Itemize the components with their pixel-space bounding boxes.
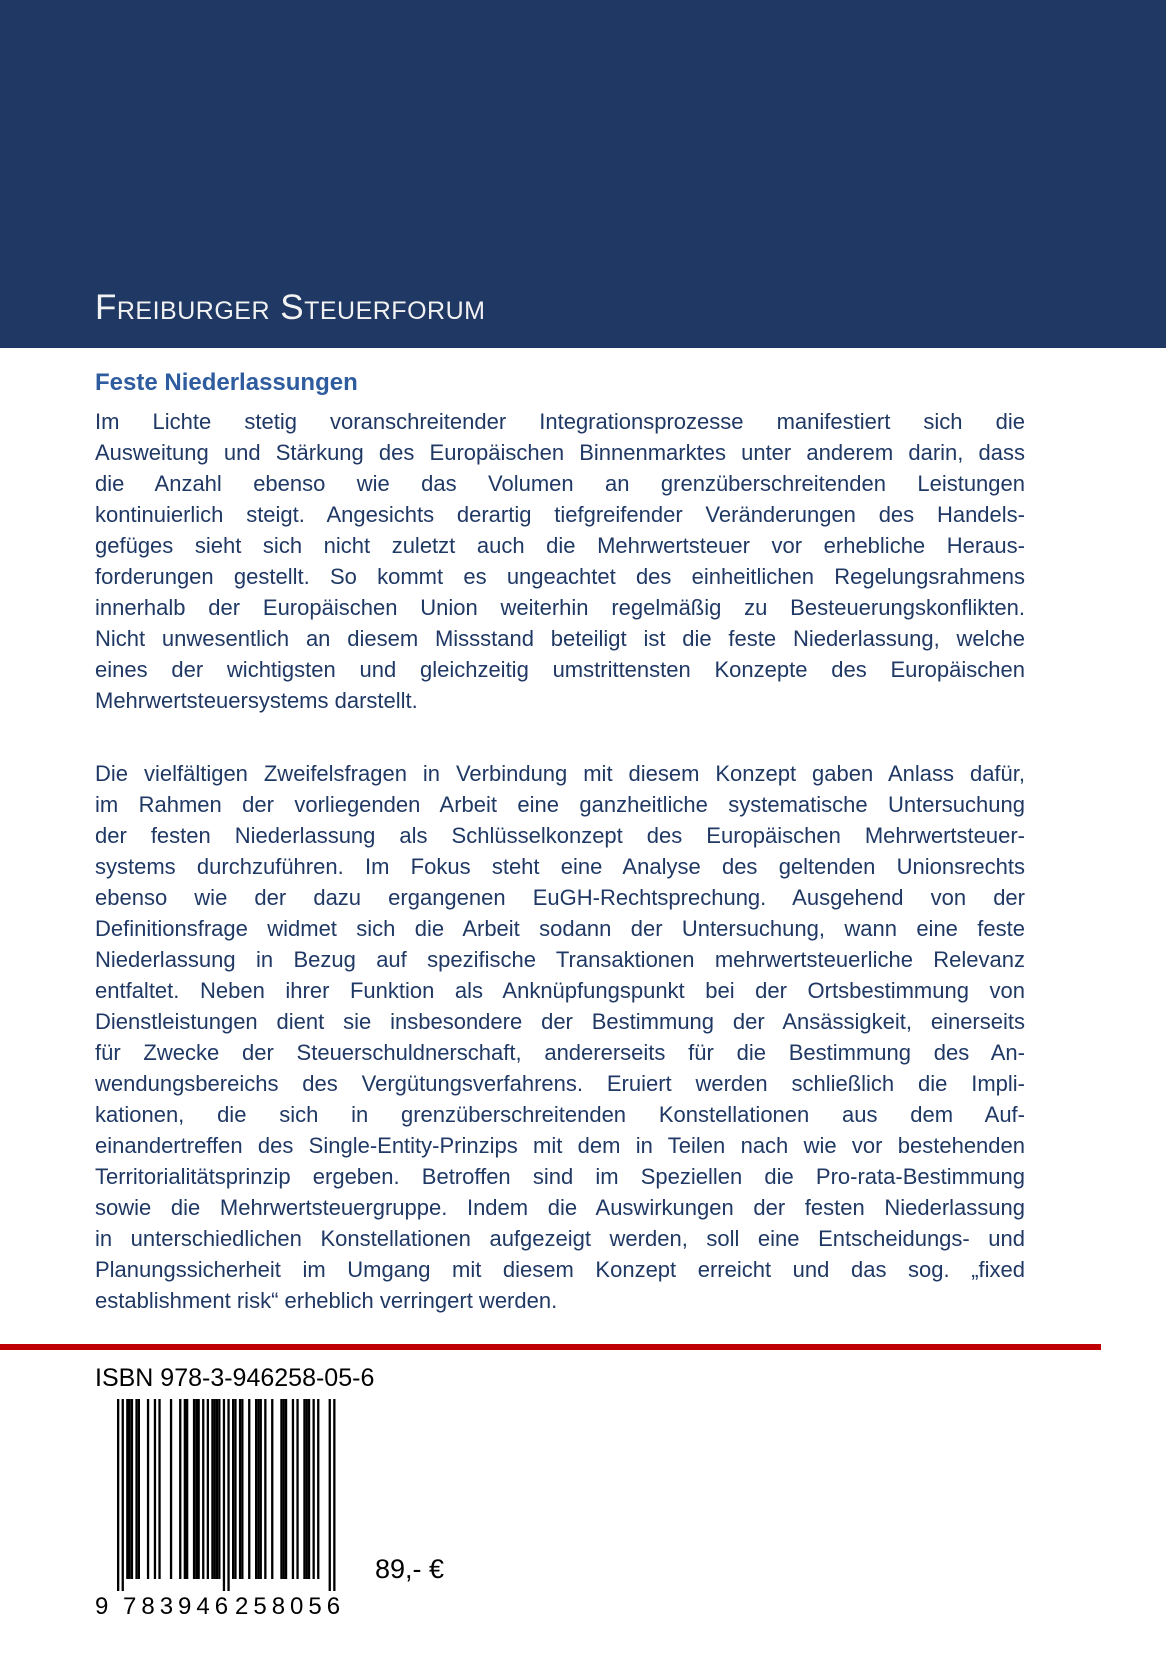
text-line: kontinuierlich steigt. Angesichts derartig tiefgreifender Veränderungen des Handels- [95, 502, 1025, 527]
text-line: in unterschiedlichen Konstellationen aufgezeigt werden, soll eine Entscheidungs- und [95, 1226, 1025, 1251]
text-line: für Zwecke der Steuerschuldnerschaft, andererseits für die Bestimmung des An- [95, 1040, 1025, 1065]
text-line: innerhalb der Europäischen Union weiterhin regelmäßig zu Besteuerungskonflikten. [95, 595, 1025, 620]
text-line: die Anzahl ebenso wie das Volumen an grenzüberschreitenden Leistungen [95, 471, 1025, 496]
text-line: Territorialitätsprinzip ergeben. Betroffen sind im Speziellen die Pro-rata-Bestimmung [95, 1164, 1025, 1189]
text-line: im Rahmen der vorliegenden Arbeit eine ganzheitliche systematische Untersuchung [95, 792, 1025, 817]
text-line: einandertreffen des Single-Entity-Prinzips mit dem in Teilen nach wie vor bestehenden [95, 1133, 1025, 1158]
text-line: sowie die Mehrwertsteuergruppe. Indem die Auswirkungen der festen Niederlassung [95, 1195, 1025, 1220]
price-label: 89,- € [375, 1554, 445, 1584]
series-title: Freiburger Steuerforum [95, 288, 486, 327]
barcode-digit-lead: 9 [95, 1593, 109, 1620]
isbn-text: ISBN 978-3-946258-05-6 [95, 1364, 375, 1392]
barcode-bars [117, 1399, 336, 1591]
text-line: kationen, die sich in grenzüberschreitenden Konstellationen aus dem Auf- [95, 1102, 1025, 1127]
text-line: Planungssicherheit im Umgang mit diesem Konzept erreicht und das sog. „fixed [95, 1257, 1025, 1282]
barcode-digit-group-2: 258056 [235, 1593, 346, 1620]
ean13-barcode [95, 1399, 346, 1621]
text-line: Nicht unwesentlich an diesem Missstand beteiligt ist die feste Niederlassung, welche [95, 626, 1025, 651]
barcode-digits [95, 1593, 346, 1621]
page-title: Feste Niederlassungen [95, 369, 358, 396]
text-line: Dienstleistungen dient sie insbesondere der Bestimmung der Ansässigkeit, einerseits [95, 1009, 1025, 1034]
barcode-row [95, 1399, 1166, 1621]
accent-divider [0, 1344, 1101, 1350]
paragraph [95, 406, 1025, 716]
text-line: ebenso wie der dazu ergangenen EuGH-Rechtsprechung. Ausgehend von der [95, 885, 1025, 910]
text-line: Ausweitung und Stärkung des Europäischen Binnenmarktes unter anderem darin, dass [95, 440, 1025, 465]
text-line: gefüges sieht sich nicht zuletzt auch die Mehrwertsteuer vor erhebliche Heraus- [95, 533, 1025, 558]
text-line: wendungsbereichs des Vergütungsverfahrens. Eruiert werden schließlich die Impli- [95, 1071, 1025, 1096]
text-line: Im Lichte stetig voranschreitender Integrationsprozesse manifestiert sich die [95, 409, 1025, 434]
back-cover-header [0, 0, 1166, 348]
text-line: Die vielfältigen Zweifelsfragen in Verbindung mit diesem Konzept gaben Anlass dafür, [95, 761, 1025, 786]
text-line: Definitionsfrage widmet sich die Arbeit sodann der Untersuchung, wann eine feste [95, 916, 1025, 941]
back-cover-footer [0, 1344, 1166, 1621]
text-line: establishment risk“ erheblich verringert werden. [95, 1288, 558, 1313]
text-line: der festen Niederlassung als Schlüsselkonzept des Europäischen Mehrwertsteuer- [95, 823, 1025, 848]
text-line: Niederlassung in Bezug auf spezifische Transaktionen mehrwertsteuerliche Relevanz [95, 947, 1025, 972]
text-line: Mehrwertsteuersystems darstellt. [95, 688, 418, 713]
text-line: eines der wichtigsten und gleichzeitig umstrittensten Konzepte des Europäischen [95, 657, 1025, 682]
text-line: systems durchzuführen. Im Fokus steht eine Analyse des geltenden Unionsrechts [95, 854, 1025, 879]
paragraph [95, 758, 1025, 1316]
text-line: entfaltet. Neben ihrer Funktion als Anknüpfungspunkt bei der Ortsbestimmung von [95, 978, 1025, 1003]
barcode-digit-group-1: 783946 [123, 1593, 234, 1620]
paragraphs [95, 406, 1025, 1316]
back-cover-text-block [0, 348, 1166, 1344]
text-line: forderungen gestellt. So kommt es ungeachtet des einheitlichen Regelungsrahmens [95, 564, 1025, 589]
